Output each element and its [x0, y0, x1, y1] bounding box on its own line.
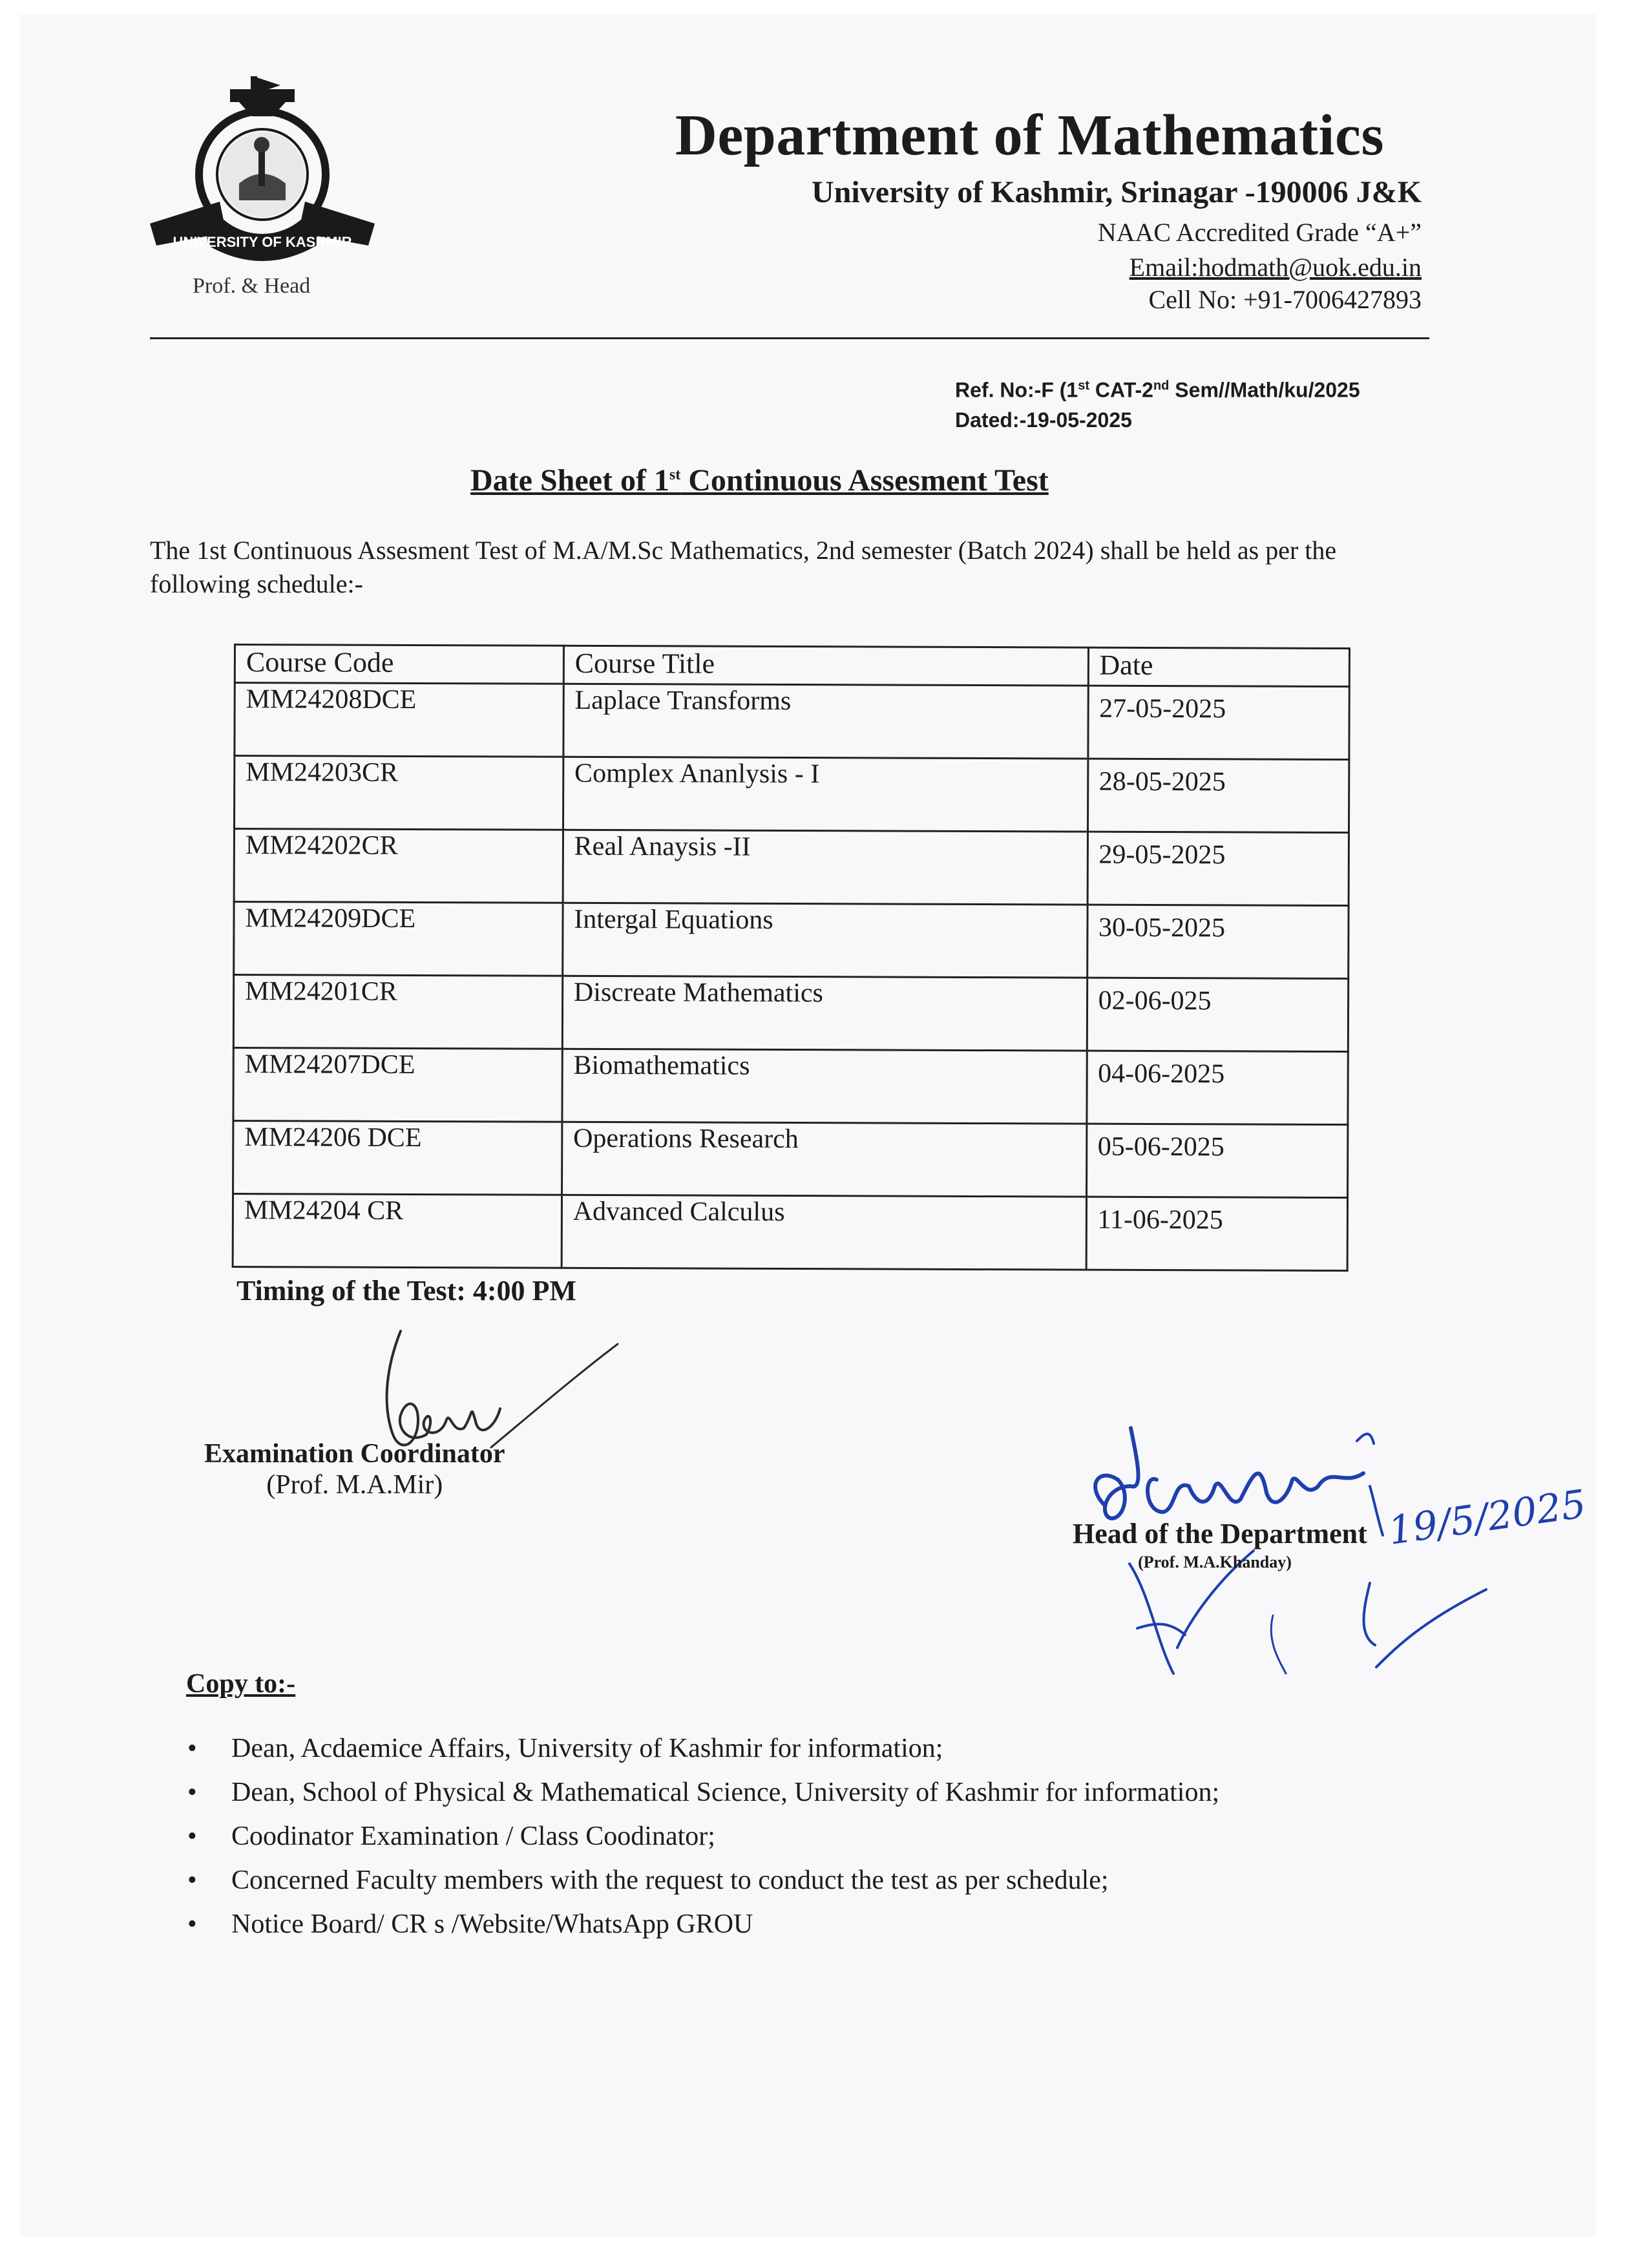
table-row: [233, 975, 1348, 1052]
page-title: Date Sheet of 1st Continuous Assesment Test: [470, 463, 1049, 498]
naac-grade: NAAC Accredited Grade “A+”: [1097, 218, 1422, 247]
coordinator-block: [204, 1438, 505, 1500]
hod-handwritten-date: 19/5/2025: [1385, 1481, 1589, 1554]
list-item: • Dean, School of Physical & Mathematical Science, University of Kashmir for information;: [187, 1776, 1415, 1820]
course-title-cell: Intergal Equations: [563, 903, 1087, 978]
table-row: [233, 1121, 1348, 1198]
table-row: [233, 1194, 1347, 1271]
hod-block: [1073, 1517, 1367, 1572]
table-row: [234, 756, 1349, 833]
reference-number: Ref. No:-F (1st CAT-2nd Sem//Math/ku/2025: [955, 378, 1360, 402]
course-code-cell: MM24204 CR: [233, 1194, 562, 1268]
course-code-cell: MM24209DCE: [234, 902, 563, 976]
department-title: Department of Mathematics: [675, 103, 1384, 167]
prof-head-label: Prof. & Head: [193, 274, 311, 298]
copy-to-heading: Copy to:-: [186, 1669, 296, 1699]
date-sheet-table: [232, 644, 1350, 1272]
table-header-row: [235, 645, 1349, 687]
date-cell: 28-05-2025: [1087, 759, 1349, 832]
date-cell: 11-06-2025: [1086, 1197, 1348, 1270]
course-title-cell: Biomathematics: [562, 1049, 1087, 1124]
column-header-date: Date: [1088, 647, 1350, 686]
university-address: University of Kashmir, Srinagar -190006 J&K: [812, 175, 1422, 209]
date-cell: 05-06-2025: [1086, 1124, 1348, 1197]
date-cell: 04-06-2025: [1086, 1051, 1348, 1124]
intro-paragraph: The 1st Continuous Assesment Test of M.A/M.Sc Mathematics, 2nd semester (Batch 2024) shall be held as per the following schedule:-: [150, 536, 1337, 598]
course-title-cell: Advanced Calculus: [562, 1195, 1086, 1270]
course-code-cell: MM24206 DCE: [233, 1121, 562, 1195]
email-link[interactable]: Email:hodmath@uok.edu.in: [1129, 253, 1422, 282]
date-cell: 29-05-2025: [1087, 832, 1349, 905]
coordinator-name: (Prof. M.A.Mir): [266, 1470, 443, 1500]
column-header-course-title: Course Title: [563, 646, 1088, 686]
list-item: • Notice Board/ CR s /Website/WhatsApp GROU: [187, 1907, 1415, 1929]
hod-title: Head of the Department: [1073, 1518, 1367, 1549]
course-title-cell: Operations Research: [562, 1122, 1086, 1197]
date-cell: 30-05-2025: [1087, 905, 1349, 978]
course-title-cell: Discreate Mathematics: [562, 976, 1087, 1051]
university-logo: [142, 63, 383, 277]
list-item: • Concerned Faculty members with the request to conduct the test as per schedule;: [187, 1864, 1415, 1907]
course-code-cell: MM24201CR: [233, 975, 562, 1049]
course-title-cell: Laplace Transforms: [563, 684, 1088, 759]
course-code-cell: MM24202CR: [234, 829, 563, 903]
course-code-cell: MM24207DCE: [233, 1048, 562, 1122]
table-row: [235, 683, 1349, 760]
date-cell: 02-06-025: [1087, 978, 1349, 1051]
coordinator-title: Examination Coordinator: [204, 1439, 505, 1469]
header-divider: [150, 337, 1429, 339]
column-header-course-code: Course Code: [235, 645, 563, 684]
reference-block: [955, 371, 1360, 435]
course-title-cell: Complex Ananlysis - I: [563, 757, 1087, 832]
date-cell: 27-05-2025: [1087, 686, 1349, 759]
table-row: [234, 902, 1349, 979]
reference-date: Dated:-19-05-2025: [955, 408, 1132, 432]
hod-name: (Prof. M.A.Khanday): [1138, 1553, 1292, 1571]
course-code-cell: MM24208DCE: [235, 683, 563, 757]
cell-number: Cell No: +91-7006427893: [1148, 285, 1422, 314]
course-title-cell: Real Anaysis -II: [563, 830, 1087, 905]
copy-to-list: [187, 1732, 1415, 1939]
test-timing: Timing of the Test: 4:00 PM: [236, 1275, 576, 1307]
course-code-cell: MM24203CR: [234, 756, 563, 830]
logo-text: UNIVERSITY OF KASHMIR: [173, 234, 352, 250]
table-row: [234, 829, 1349, 906]
table-row: [233, 1048, 1348, 1125]
list-item: • Dean, Acdaemice Affairs, University of Kashmir for information;: [187, 1732, 1415, 1776]
list-item: • Coodinator Examination / Class Coodinator;: [187, 1820, 1415, 1864]
